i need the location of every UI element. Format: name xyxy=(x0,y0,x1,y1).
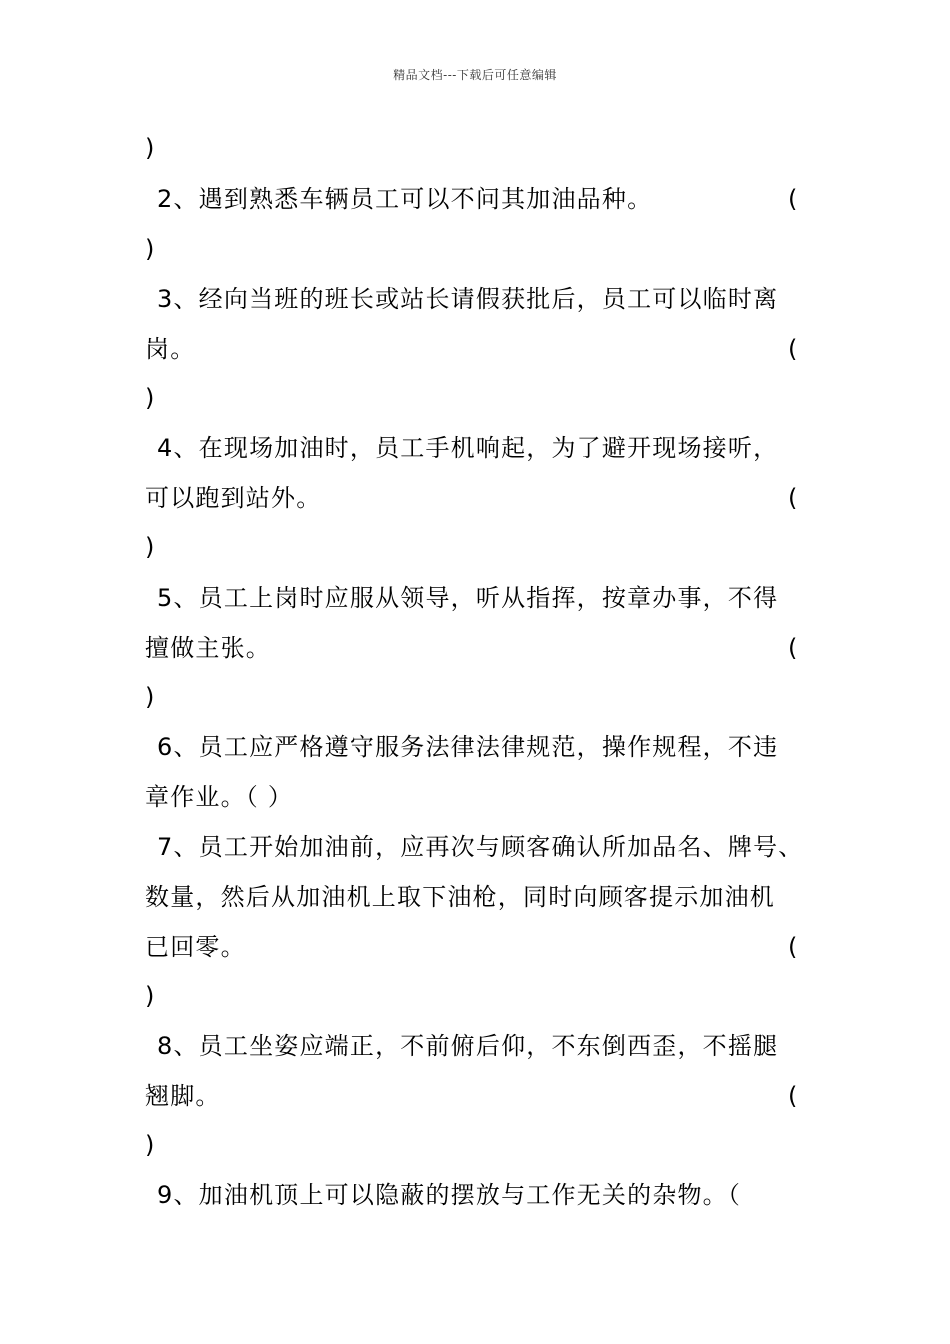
answer-paren-open: ( xyxy=(788,1082,798,1110)
answer-paren-close: ) xyxy=(145,982,156,1010)
question-4: 4、在现场加油时，员工手机响起，为了避开现场接听， xyxy=(157,434,779,462)
question-3-cont: 岗。 xyxy=(145,335,196,363)
answer-paren-close: ) xyxy=(145,1131,156,1159)
question-8: 8、员工坐姿应端正，不前俯后仰，不东倒西歪，不摇腿 xyxy=(157,1032,779,1060)
question-5: 5、员工上岗时应服从领导，听从指挥，按章办事，不得 xyxy=(157,584,779,612)
question-7-cont: 数量，然后从加油机上取下油枪，同时向顾客提示加油机 xyxy=(145,883,775,911)
question-8-cont: 翘脚。 xyxy=(145,1082,221,1110)
question-3: 3、经向当班的班长或站长请假获批后，员工可以临时离 xyxy=(157,285,779,313)
question-5-cont: 擅做主张。 xyxy=(145,634,271,662)
answer-paren-open: ( xyxy=(788,634,798,662)
page-header: 精品文档---下载后可任意编辑 xyxy=(393,68,557,82)
question-4-cont: 可以跑到站外。 xyxy=(145,484,322,512)
question-6-cont: 章作业。（ ） xyxy=(145,783,294,811)
question-6: 6、员工应严格遵守服务法律法律规范，操作规程，不违 xyxy=(157,733,779,761)
answer-paren-open: ( xyxy=(788,484,798,512)
question-9: 9、加油机顶上可以隐蔽的摆放与工作无关的杂物。（ xyxy=(157,1181,742,1209)
answer-paren-open: ( xyxy=(788,335,798,363)
question-7: 7、员工开始加油前，应再次与顾客确认所加品名、牌号、 xyxy=(157,833,804,861)
answer-paren-open: ( xyxy=(788,933,798,961)
question-7-cont: 已回零。 xyxy=(145,933,246,961)
answer-paren-close: ) xyxy=(145,384,156,412)
answer-paren-close: ) xyxy=(145,533,156,561)
answer-paren-close: ) xyxy=(145,683,156,711)
question-2: 2、遇到熟悉车辆员工可以不问其加油品种。 xyxy=(157,185,653,213)
text-line: ) xyxy=(145,134,156,162)
answer-paren-open: ( xyxy=(788,185,798,213)
answer-paren-close: ) xyxy=(145,235,156,263)
